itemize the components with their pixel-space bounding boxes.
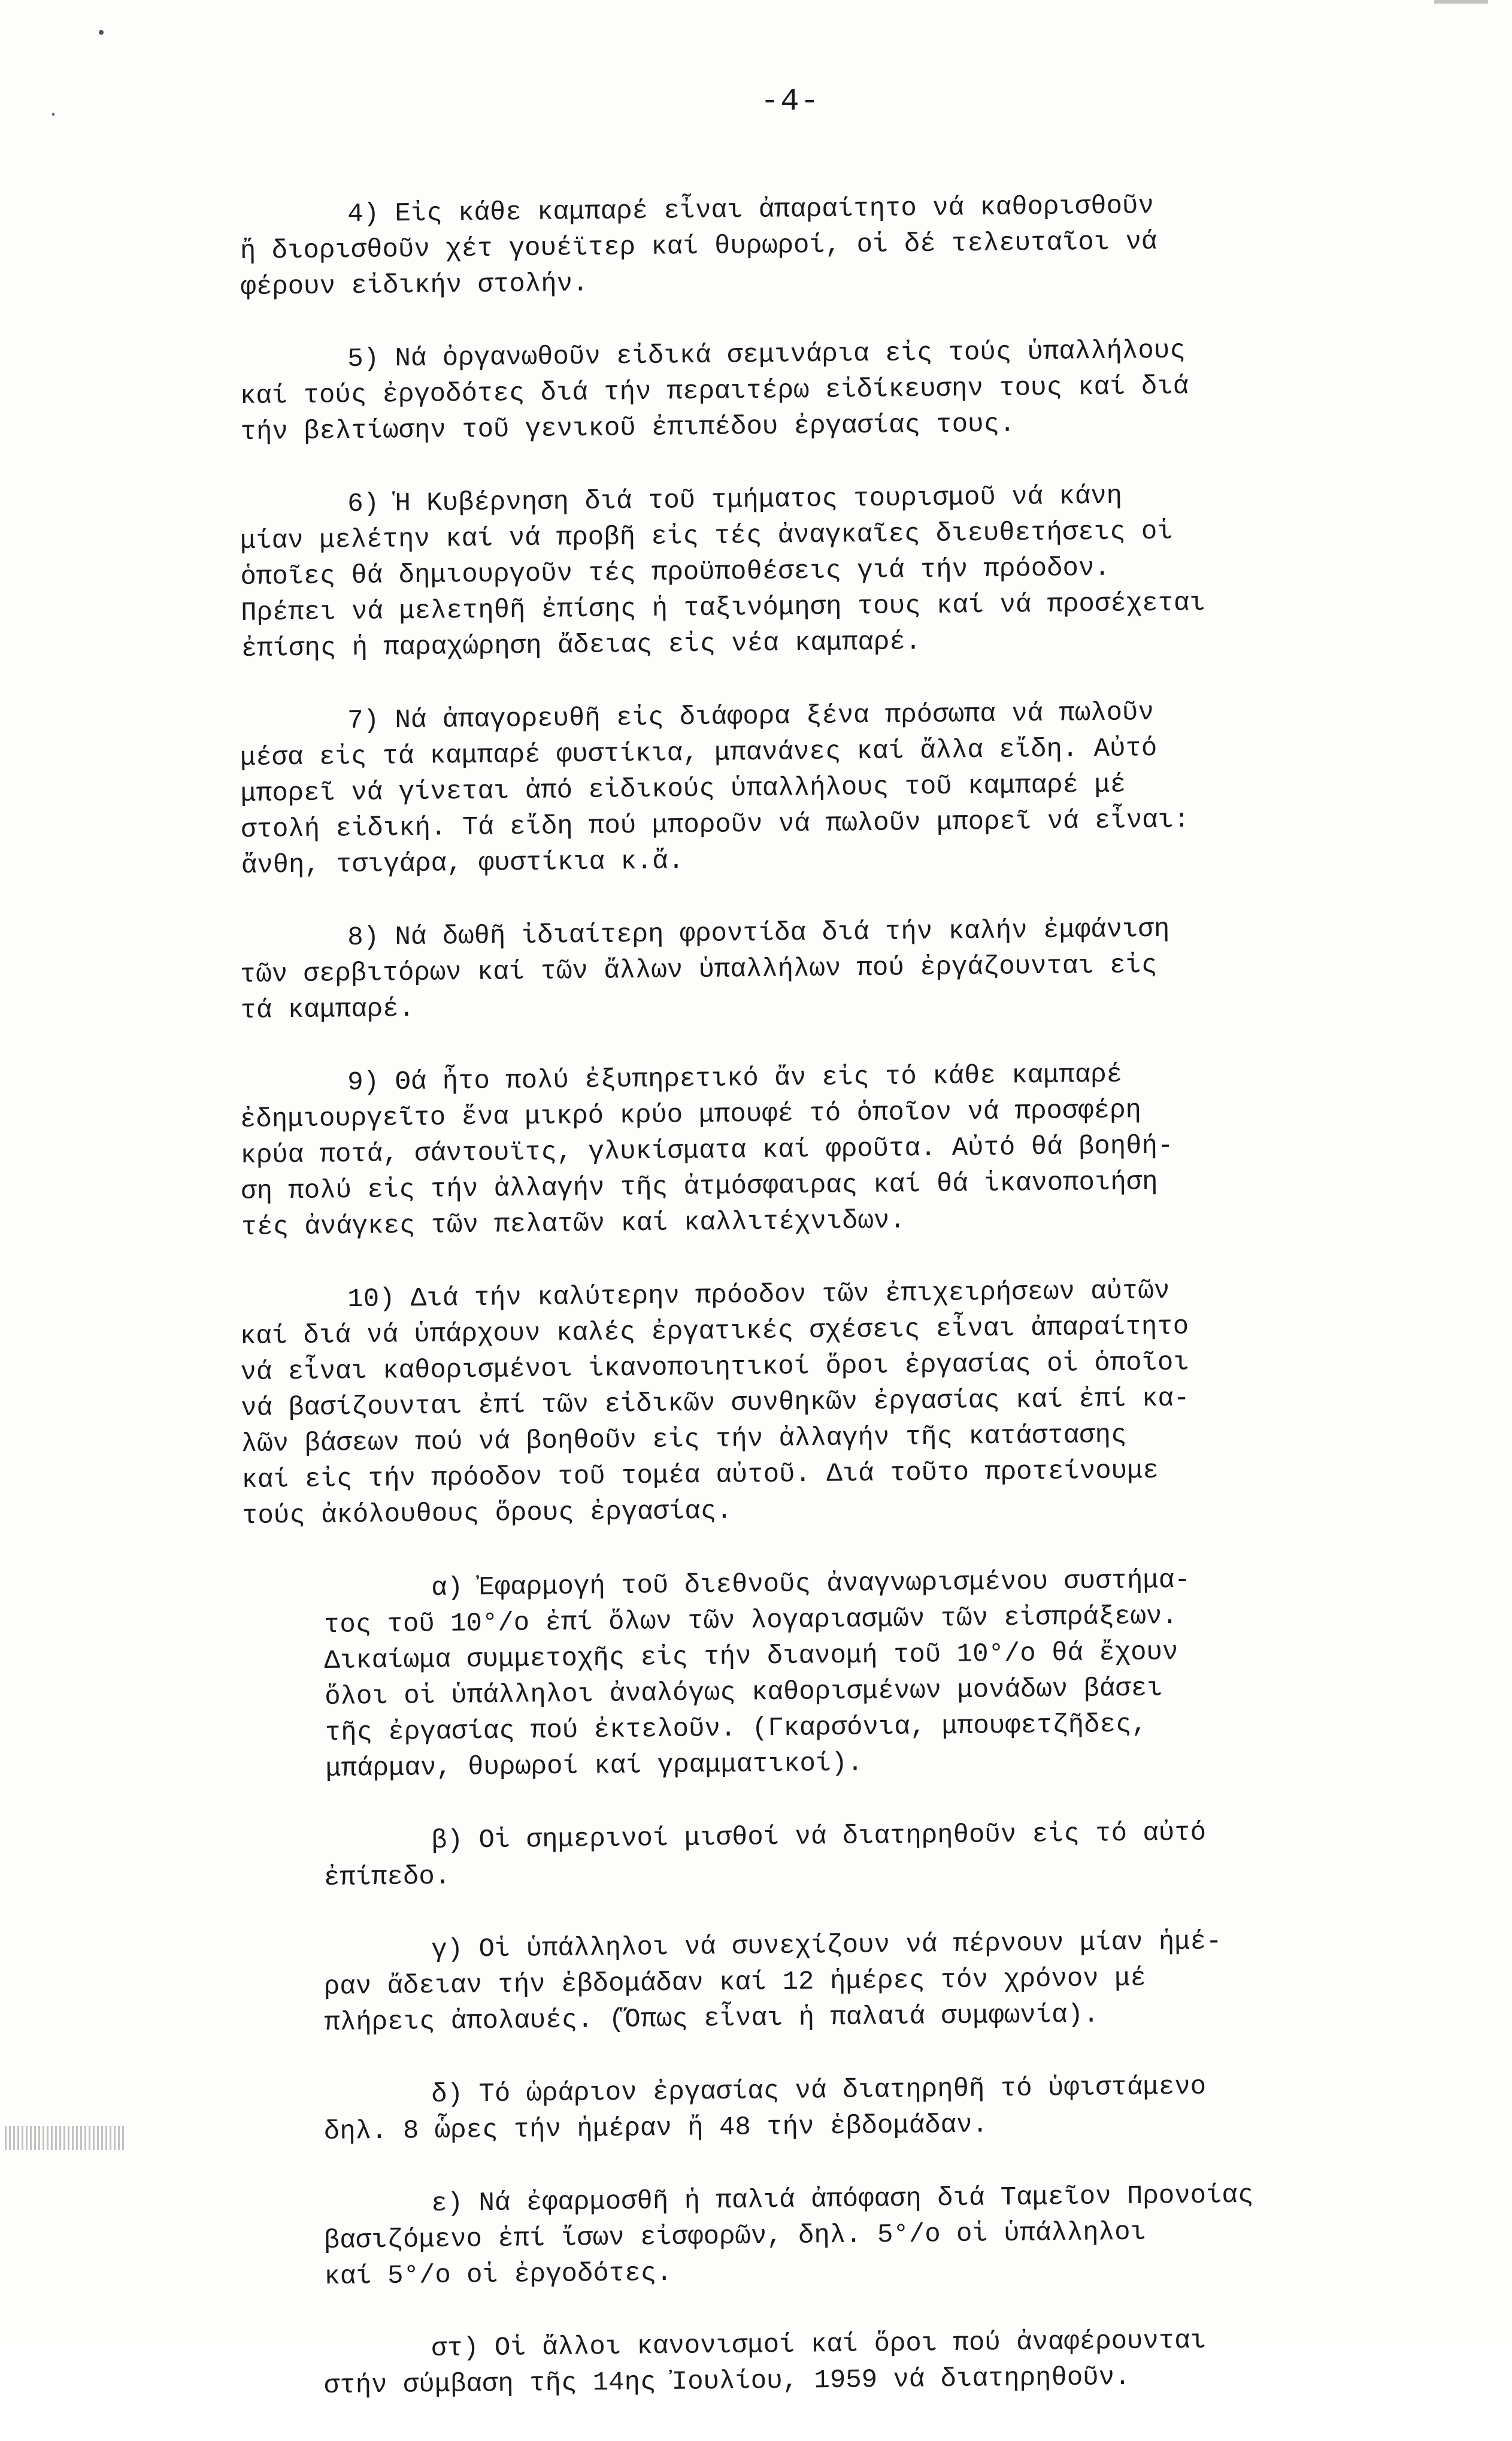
paragraph bbox=[240, 692, 1379, 884]
paragraph bbox=[240, 1054, 1379, 1246]
paragraph bbox=[240, 331, 1378, 450]
text-line: καί 5°/ο οἱ ἐργοδότες. bbox=[324, 2258, 672, 2292]
subparagraph bbox=[323, 2067, 1378, 2150]
text-line: ση πολύ εἰς τήν ἀλλαγήν τῆς ἀτμόσφαιρας καί θά ἱκανοποιήση bbox=[240, 1167, 1158, 1207]
text-line: τῆς ἐργασίας πού ἐκτελοῦν. (Γκαρσόνια, μπουφετζῆδες, bbox=[325, 1709, 1148, 1748]
text-line: ἐπίπεδο. bbox=[323, 1861, 451, 1893]
text-line: 4) Εἰς κάθε καμπαρέ εἶναι ἀπαραίτητο νά καθορισθοῦν bbox=[347, 191, 1155, 230]
text-line: στ) Οἱ ἄλλοι κανονισμοί καί ὅροι πού ἀναφέρουνται bbox=[431, 2325, 1207, 2364]
text-line: καί τούς ἐργοδότες διά τήν περαιτέρω εἰδίκευσην τους καί διά bbox=[240, 371, 1189, 411]
text-line: ἤ διορισθοῦν χέτ γουέϊτερ καί θυρωροί, οἱ δέ τελευταῖοι νά bbox=[240, 226, 1158, 266]
paragraph bbox=[240, 476, 1379, 667]
subparagraph bbox=[323, 1813, 1378, 1896]
text-line: 10) Διά τήν καλύτερην πρόοδον τῶν ἐπιχειρήσεων αὐτῶν bbox=[347, 1276, 1170, 1315]
document-body bbox=[240, 191, 1377, 2441]
text-line: γ) Οἱ ὑπάλληλοι νά συνεχίζουν νά πέρνουν μίαν ἡμέ- bbox=[431, 1927, 1222, 1965]
subparagraph bbox=[323, 1561, 1380, 1787]
text-line: μπορεῖ νά γίνεται ἀπό εἰδικούς ὑπαλλήλους τοῦ καμπαρέ μέ bbox=[240, 770, 1126, 809]
text-line: ἐδημιουργεῖτο ἕνα μικρό κρύο μπουφέ τό ὁποῖον νά προσφέρη bbox=[240, 1095, 1142, 1135]
text-line: μπάρμαν, θυρωροί καί γραμματικοί). bbox=[325, 1748, 863, 1784]
text-line: ὁποῖες θά δημιουργοῦν τές προϋποθέσεις γιά τήν πρόοδον. bbox=[240, 553, 1111, 592]
text-line: τος τοῦ 10°/ο ἐπί ὅλων τῶν λογαριασμῶν τῶν εἰσπράξεων. bbox=[323, 1601, 1178, 1640]
text-line: πλήρεις ἀπολαυές. (Ὅπως εἶναι ἡ παλαιά συμφωνία). bbox=[324, 2000, 1099, 2038]
text-line: μίαν μελέτην καί νά προβῆ εἰς τές ἀναγκαῖες διευθετήσεις οἱ bbox=[240, 516, 1173, 556]
text-line: Πρέπει νά μελετηθῆ ἐπίσης ἡ ταξινόμηση τους καί νά προσέχεται bbox=[240, 588, 1206, 628]
paragraph bbox=[240, 909, 1378, 1029]
text-line: τά καμπαρέ. bbox=[240, 994, 415, 1026]
scan-artifact bbox=[5, 2126, 125, 2150]
text-line: 7) Νά ἀπαγορευθῆ εἰς διάφορα ξένα πρόσωπα νά πωλοῦν bbox=[347, 698, 1155, 737]
text-line: β) Οἱ σημερινοί μισθοί νά διατηρηθοῦν εἰς τό αὐτό bbox=[431, 1818, 1207, 1857]
text-line: καί εἰς τήν πρόοδον τοῦ τομέα αὐτοῦ. Διά τοῦτο προτείνουμε bbox=[241, 1455, 1159, 1495]
text-line: 9) Θά ἦτο πολύ ἐξυπηρετικό ἄν εἰς τό κάθε καμπαρέ bbox=[347, 1059, 1123, 1098]
text-line: ὅλοι οἱ ὑπάλληλοι ἀναλόγως καθορισμένων μονάδων βάσει bbox=[324, 1673, 1163, 1712]
text-line: ἄνθη, τσιγάρα, φυστίκια κ.ἄ. bbox=[241, 846, 684, 881]
text-line: λῶν βάσεων πού νά βοηθοῦν εἰς τήν ἀλλαγήν τῆς κατάστασης bbox=[241, 1420, 1127, 1459]
subparagraph bbox=[323, 1922, 1378, 2041]
subparagraph bbox=[323, 2176, 1378, 2295]
text-line: κρύα ποτά, σάντουϊτς, γλυκίσματα καί φροῦτα. Αὐτό θά βοηθή- bbox=[240, 1131, 1174, 1171]
text-line: 8) Νά δωθῆ ἰδιαίτερη φροντίδα διά τήν καλήν ἐμφάνιση bbox=[347, 914, 1170, 953]
text-line: ε) Νά ἐφαρμοσθῆ ἡ παλιά ἀπόφαση διά Ταμεῖον Προνοίας bbox=[431, 2180, 1254, 2219]
text-line: τές ἀνάγκες τῶν πελατῶν καί καλλιτέχνιδων. bbox=[241, 1206, 906, 1243]
page-number: -4- bbox=[760, 84, 820, 119]
text-line: ἐπίσης ἡ παραχώρηση ἄδειας εἰς νέα καμπαρέ. bbox=[241, 627, 922, 664]
text-line: τῶν σερβιτόρων καί τῶν ἄλλων ὑπαλλήλων πού ἐργάζουνται εἰς bbox=[240, 950, 1158, 990]
text-line: δ) Τό ὡράριον ἐργασίας νά διατηρηθῆ τό ὑφιστάμενο bbox=[431, 2071, 1207, 2110]
paragraph bbox=[240, 186, 1378, 305]
scan-dot: • bbox=[96, 24, 107, 44]
text-line: τούς ἀκόλουθους ὅρους ἐργασίας. bbox=[241, 1496, 732, 1531]
text-line: μέσα εἰς τά καμπαρέ φυστίκια, μπανάνες καί ἄλλα εἴδη. Αὐτό bbox=[240, 733, 1158, 773]
scan-dot: · bbox=[48, 105, 59, 125]
text-line: νά εἶναι καθορισμένοι ἱκανοποιητικοί ὅροι ἐργασίας οἱ ὁποῖοι bbox=[240, 1347, 1190, 1388]
text-line: βασιζόμενο ἐπί ἴσων εἰσφορῶν, δηλ. 5°/ο οἱ ὑπάλληλοι bbox=[323, 2217, 1147, 2256]
scan-mark bbox=[1434, 0, 1488, 4]
subparagraph bbox=[323, 2321, 1378, 2404]
text-line: ραν ἄδειαν τήν ἑβδομάδαν καί 12 ἡμέρες τόν χρόνον μέ bbox=[323, 1963, 1147, 2002]
text-line: α) Ἐφαρμογή τοῦ διεθνοῦς ἀναγνωρισμένου συστήμα- bbox=[431, 1565, 1190, 1604]
text-line: δηλ. 8 ὧρες τήν ἡμέραν ἤ 48 τήν ἑβδομάδαν. bbox=[323, 2110, 989, 2147]
text-line: στολή εἰδική. Τά εἴδη πού μποροῦν νά πωλοῦν μπορεῖ νά εἶναι: bbox=[240, 805, 1190, 845]
text-line: καί διά νά ὑπάρχουν καλές ἐργατικές σχέσεις εἶναι ἀπαραίτητο bbox=[240, 1312, 1189, 1352]
text-line: Δικαίωμα συμμετοχῆς εἰς τήν διανομή τοῦ 10°/ο θά ἔχουν bbox=[324, 1637, 1178, 1676]
text-line: τήν βελτίωσην τοῦ γενικοῦ ἐπιπέδου ἐργασίας τους. bbox=[240, 409, 1016, 447]
text-line: φέρουν εἰδικήν στολήν. bbox=[240, 268, 589, 302]
text-line: νά βασίζουνται ἐπί τῶν εἰδικῶν συνθηκῶν ἐργασίας καί ἐπί κα- bbox=[240, 1383, 1190, 1424]
text-line: 6) Ἡ Κυβέρνηση διά τοῦ τμήματος τουρισμοῦ νά κάνη bbox=[347, 481, 1123, 520]
text-line: στήν σύμβαση τῆς 14ης Ἰουλίου, 1959 νά διατηρηθοῦν. bbox=[323, 2362, 1131, 2401]
text-line: 5) Νά ὀργανωθοῦν εἰδικά σεμινάρια εἰς τούς ὑπαλλήλους bbox=[347, 335, 1186, 375]
paragraph bbox=[240, 1271, 1380, 1534]
